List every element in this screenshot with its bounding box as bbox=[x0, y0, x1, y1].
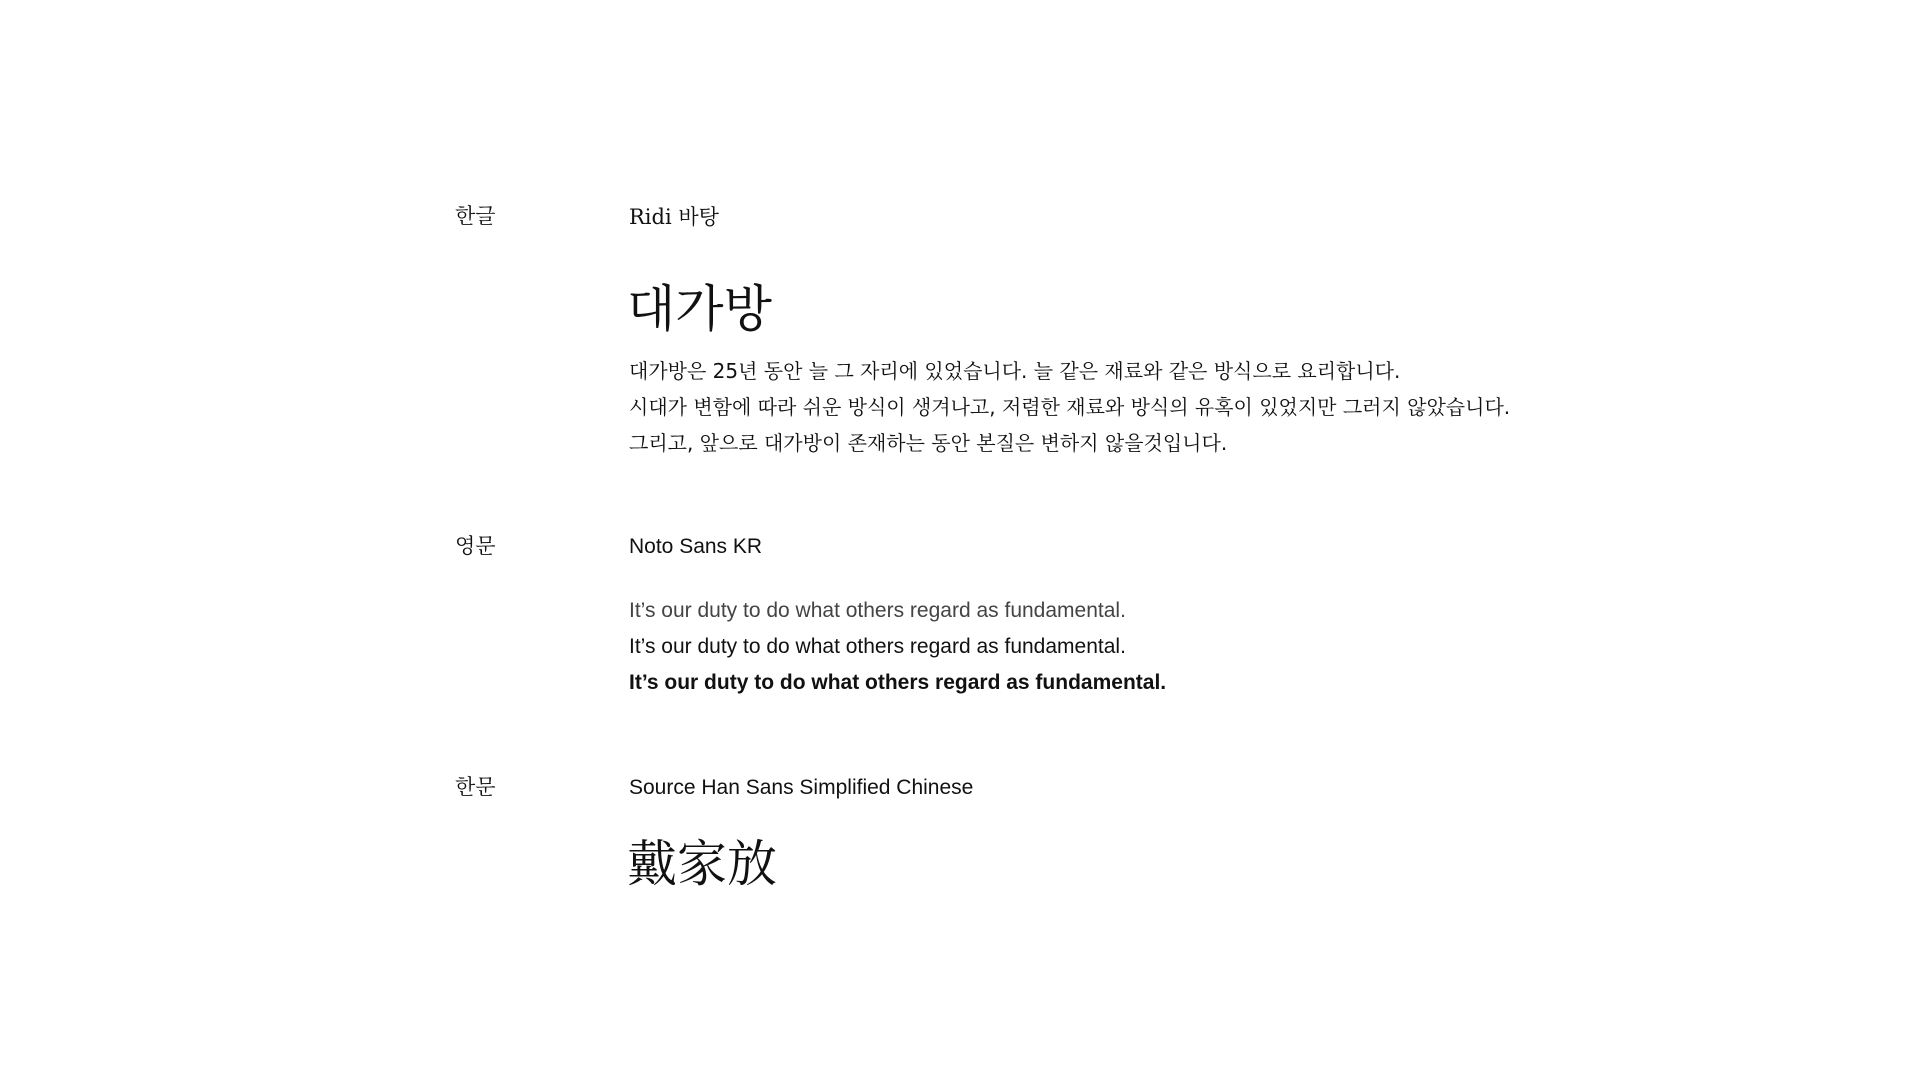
font-name: Source Han Sans Simplified Chinese bbox=[629, 776, 974, 799]
font-name: Noto Sans KR bbox=[629, 535, 763, 558]
sample-title: 대가방 bbox=[627, 280, 772, 338]
sample-line-bold: It’s our duty to do what others regard as fundamental. bbox=[629, 671, 1167, 694]
sample-line: 대가방은 25년 동안 늘 그 자리에 있었습니다. 늘 같은 재료와 같은 방식으로 요리합니다. bbox=[629, 359, 1401, 383]
sample-line-light: It’s our duty to do what others regard as fundamental. bbox=[629, 599, 1126, 622]
sample-line: 시대가 변함에 따라 쉬운 방식이 생겨나고, 저렴한 재료와 방식의 유혹이 있었지만 그러지 않았습니다. bbox=[629, 395, 1511, 419]
language-label: 한글 bbox=[455, 204, 496, 228]
sample-line-regular: It’s our duty to do what others regard as fundamental. bbox=[629, 635, 1126, 658]
language-label: 한문 bbox=[455, 775, 496, 799]
language-label: 영문 bbox=[455, 534, 496, 558]
weight-samples bbox=[629, 593, 1166, 701]
sample-title: 戴家放 bbox=[627, 835, 777, 893]
font-name: Ridi 바탕 bbox=[629, 205, 719, 229]
sample-line: 그리고, 앞으로 대가방이 존재하는 동안 본질은 변하지 않을것입니다. bbox=[629, 431, 1228, 455]
sample-paragraph bbox=[629, 353, 1510, 461]
